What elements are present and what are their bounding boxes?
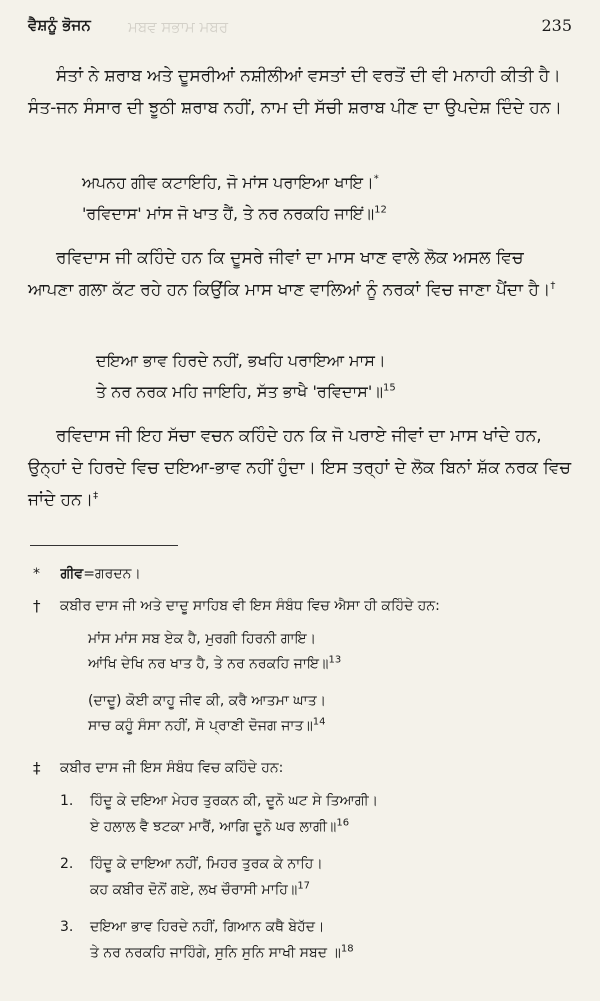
footnote-item-number: 2. xyxy=(60,856,74,872)
footnote-ref-12[interactable]: 12 xyxy=(374,204,387,216)
footnote-ref-13[interactable]: 13 xyxy=(328,654,342,666)
verse-2-line-1: ਦਇਆ ਭਾਵ ਹਿਰਦੇ ਨਹੀਂ, ਭਖਹਿ ਪਰਾਇਆ ਮਾਸ। xyxy=(96,351,386,370)
footnote-dagger-verse-1-line-2: ਆਂਖਿ ਦੇਖਿ ਨਰ ਖਾਤ ਹੈ, ਤੇ ਨਰ ਨਰਕਹਿ ਜਾਇ॥$^{13}$ xyxy=(88,654,342,672)
footnote-dagger-mark: † xyxy=(33,597,41,615)
paragraph-1-text: ਸੰਤਾਂ ਨੇ ਸ਼ਰਾਬ ਅਤੇ ਦੂਸਰੀਆਂ ਨਸ਼ੀਲੀਆਂ ਵਸਤਾਂ ਦੀ ਵਰਤੋਂ ਦੀ ਵੀ ਮਨਾਹੀ ਕੀਤੀ ਹੈ। ਸੰਤ-ਜਨ ਸੰਸਾਰ ਦੀ ਝੂਠੀ ਸ਼ਰਾਬ ਨਹੀਂ, ਨਾਮ ਦੀ ਸੱਚੀ ਸ਼ਰਾਬ ਪੀਣ ਦਾ ਉਪਦੇਸ਼ ਦਿੰਦੇ ਹਨ। xyxy=(28,66,562,118)
footnote-item-3-line-2: ਤੇ ਨਰ ਨਰਕਹਿ ਜਾਹਿੰਗੇ, ਸੁਨਿ ਸੁਨਿ ਸਾਖੀ ਸਬਦ ॥$^{18}$ xyxy=(90,943,354,961)
footnote-item-number: 1. xyxy=(60,793,74,809)
footnote-ref-15[interactable]: 15 xyxy=(383,382,396,394)
footnote-star-mark: * xyxy=(33,566,40,582)
page-header xyxy=(28,16,572,38)
footnote-mark-double-dagger[interactable]: ‡ xyxy=(93,490,99,502)
running-head: ਵੈਸ਼ਨੂੰ ਭੋਜਨ xyxy=(28,16,91,34)
footnote-ref-14[interactable]: 14 xyxy=(312,716,326,728)
footnote-divider xyxy=(30,545,178,546)
footnote-dagger-verse-1-line-1: ਮਾਂਸ ਮਾਂਸ ਸਬ ਏਕ ਹੈ, ਮੁਰਗੀ ਹਿਰਨੀ ਗਾਇ। xyxy=(88,631,317,647)
paragraph-2 xyxy=(28,242,574,306)
footnote-double-dagger-mark: ‡ xyxy=(33,759,41,777)
footnote-item-1-line-2: ਏ ਹਲਾਲ ਵੈ ਝਟਕਾ ਮਾਰੈਂ, ਆਗਿ ਦੂਨੋ ਘਰ ਲਾਗੀ॥$^{16}$ xyxy=(90,817,350,835)
verse-1-line-2: 'ਰਵਿਦਾਸ' ਮਾਂਸ ਜੋ ਖਾਤ ਹੈਂ, ਤੇ ਨਰ ਨਰਕਹਿ ਜਾਇਂ॥$^{12}$ xyxy=(82,204,387,223)
paragraph-1 xyxy=(28,60,574,124)
verse-1-line-1: ਅਪਨਹ ਗੀਵ ਕਟਾਇਹਿ, ਜੋ ਮਾਂਸ ਪਰਾਇਆ ਖਾਇ।* xyxy=(82,173,379,192)
footnote-ref-18[interactable]: 18 xyxy=(340,943,354,955)
footnote-ref-17[interactable]: 17 xyxy=(297,880,311,892)
footnote-double-dagger-intro: ਕਬੀਰ ਦਾਸ ਜੀ ਇਸ ਸੰਬੰਧ ਵਿਚ ਕਹਿੰਦੇ ਹਨ: xyxy=(60,760,284,776)
footnote-item-number: 3. xyxy=(60,919,74,935)
paragraph-3 xyxy=(28,420,574,516)
paragraph-3-text: ਰਵਿਦਾਸ ਜੀ ਇਹ ਸੱਚਾ ਵਚਨ ਕਹਿੰਦੇ ਹਨ ਕਿ ਜੋ ਪਰਾਏ ਜੀਵਾਂ ਦਾ ਮਾਸ ਖਾਂਦੇ ਹਨ, ਉਨ੍ਹਾਂ ਦੇ ਹਿਰਦੇ ਵਿਚ ਦਇਆ-ਭਾਵ ਨਹੀਂ ਹੁੰਦਾ। ਇਸ ਤਰ੍ਹਾਂ ਦੇ ਲੋਕ ਬਿਨਾਂ ਸ਼ੱਕ ਨਰਕ ਵਿਚ ਜਾਂਦੇ ਹਨ। xyxy=(28,426,571,510)
footnote-mark-star[interactable]: * xyxy=(373,173,379,185)
footnote-item-1-line-1: ਹਿੰਦੂ ਕੇ ਦਇਆ ਮੇਹਰ ਤੁਰਕਨ ਕੀ, ਦੂਨੋ ਘਟ ਸੇ ਤਿਆਗੀ। xyxy=(90,793,379,809)
page-number: 235 xyxy=(541,16,572,35)
footnote-dagger-verse-2-line-1: (ਦਾਦੂ) ਕੋਈ ਕਾਹੂ ਜੀਵ ਕੀ, ਕਰੈ ਆਤਮਾ ਘਾਤ। xyxy=(88,693,327,709)
footnote-item-3-line-1: ਦਇਆ ਭਾਵ ਹਿਰਦੇ ਨਹੀਂ, ਗਿਆਨ ਕਥੈ ਬੇਹੱਦ। xyxy=(90,919,325,935)
show-through-text: ਮਬਵ ਸਭਾਮ ਮਬਰ xyxy=(128,18,229,36)
footnote-ref-16[interactable]: 16 xyxy=(336,817,350,829)
footnote-star-term: ਗੀਵ xyxy=(60,566,84,582)
paragraph-2-text: ਰਵਿਦਾਸ ਜੀ ਕਹਿੰਦੇ ਹਨ ਕਿ ਦੂਸਰੇ ਜੀਵਾਂ ਦਾ ਮਾਸ ਖਾਣ ਵਾਲੇ ਲੋਕ ਅਸਲ ਵਿਚ ਆਪਣਾ ਗਲਾ ਕੱਟ ਰਹੇ ਹਨ ਕਿਉਂਕਿ ਮਾਸ ਖਾਣ ਵਾਲਿਆਂ ਨੂੰ ਨਰਕਾਂ ਵਿਚ ਜਾਣਾ ਪੈਂਦਾ ਹੈ। xyxy=(28,248,551,300)
verse-2-line-2: ਤੇ ਨਰ ਨਰਕ ਮਹਿ ਜਾਇਹਿ, ਸੱਤ ਭਾਖੈ 'ਰਵਿਦਾਸ'॥$^{15}$ xyxy=(96,382,396,401)
footnote-dagger-intro: ਕਬੀਰ ਦਾਸ ਜੀ ਅਤੇ ਦਾਦੂ ਸਾਹਿਬ ਵੀ ਇਸ ਸੰਬੰਧ ਵਿਚ ਐਸਾ ਹੀ ਕਹਿੰਦੇ ਹਨ: xyxy=(60,598,440,614)
footnote-mark-dagger[interactable]: † xyxy=(550,280,556,292)
footnote-star xyxy=(33,566,141,582)
footnote-star-definition: =ਗਰਦਨ। xyxy=(83,566,141,582)
footnote-item-2-line-2: ਕਹ ਕਬੀਰ ਦੋਨੋਂ ਗਏ, ਲਖ ਚੌਰਾਸੀ ਮਾਹਿ॥$^{17}$ xyxy=(90,880,311,898)
footnote-item-2-line-1: ਹਿੰਦੂ ਕੇ ਦਾਇਆ ਨਹੀਂ, ਮਿਹਰ ਤੁਰਕ ਕੇ ਨਾਹਿ। xyxy=(90,856,323,872)
footnote-dagger-verse-2-line-2: ਸਾਚ ਕਹੂੰ ਸੰਸਾ ਨਹੀਂ, ਸੋ ਪ੍ਰਾਣੀ ਦੋਜਗ ਜਾਤ॥$^{14}$ xyxy=(88,716,326,734)
